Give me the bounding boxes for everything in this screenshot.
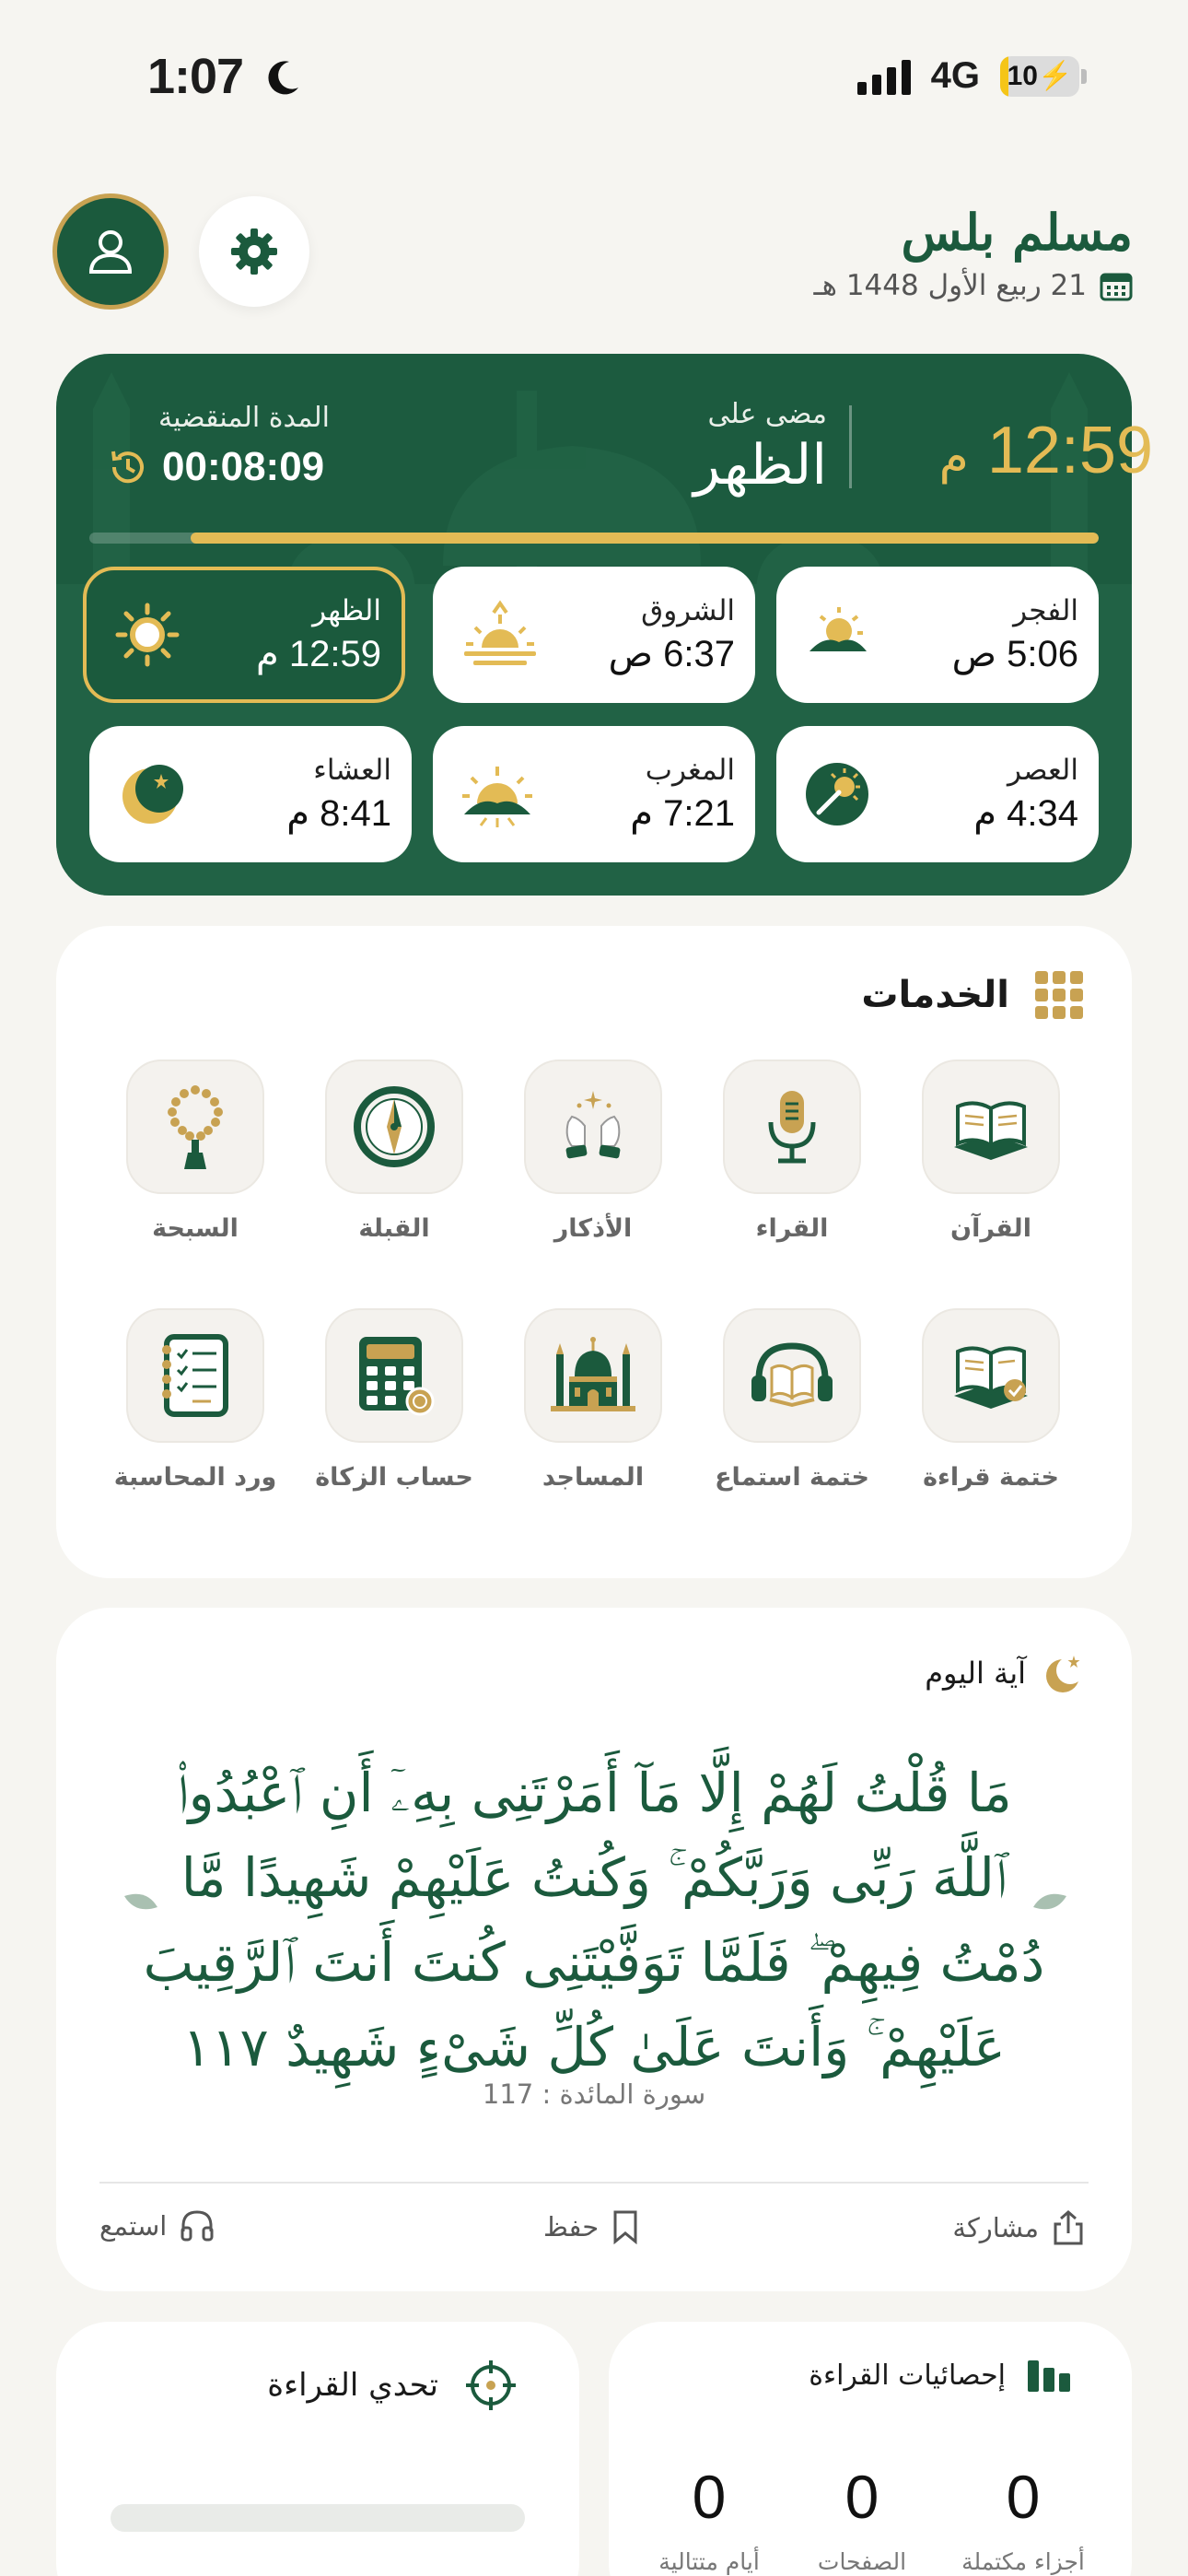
elapsed-timer (107, 444, 324, 490)
service-listening-khatma[interactable] (705, 1308, 879, 1492)
services-title: الخدمات (861, 974, 1009, 1016)
prayer-time: 4:34 م (973, 793, 1078, 834)
prayer-time: 12:59 م (256, 634, 381, 674)
service-label: القرآن (950, 1214, 1031, 1243)
settings-button[interactable] (199, 196, 309, 307)
prayer-name: العشاء (313, 754, 391, 787)
service-label: القبلة (358, 1214, 430, 1243)
profile-button[interactable] (52, 193, 169, 310)
quran-icon (945, 1090, 1037, 1164)
service-reciters[interactable] (705, 1060, 879, 1243)
headphones-icon (180, 2209, 215, 2242)
headphones-book-icon (746, 1337, 838, 1414)
crescent-star-icon (1042, 1652, 1085, 1694)
service-label: المساجد (542, 1463, 645, 1492)
prayer-name: المغرب (645, 754, 735, 787)
prayer-progress-fill (191, 533, 1099, 544)
praying-hands-icon (552, 1085, 635, 1168)
prayer-name: الشروق (641, 594, 735, 627)
network-type: 4G (930, 55, 980, 96)
moon-icon (115, 759, 185, 829)
moon-icon (262, 56, 304, 99)
prayer-time: 5:06 ص (951, 634, 1078, 674)
battery-icon (1000, 56, 1087, 97)
service-mosques[interactable] (506, 1308, 681, 1492)
service-label: ختمة استماع (715, 1463, 869, 1492)
elapsed-value: 00:08:09 (162, 444, 325, 489)
service-label: السبحة (152, 1214, 239, 1243)
service-zakat-calculator[interactable] (307, 1308, 482, 1492)
stat-value: 0 (692, 2463, 727, 2531)
listen-button[interactable] (99, 2209, 215, 2242)
history-clock-icon (107, 446, 149, 488)
since-label: مضى على (707, 398, 827, 430)
user-icon (83, 224, 138, 279)
verse-text: مَا قُلْتُ لَهُمْ إِلَّا مَآ أَمَرْتَنِى بِهِۦٓ أَنِ ٱعْبُدُوا۟ ٱللَّهَ رَبِّى وَرَبَّكُمْ ۚ وَكُنتُ عَلَيْهِمْ شَهِيدًا مَّا دُمْتُ فِيهِمْ ۖ فَلَمَّا تَوَفَّيْتَنِى كُنتَ أَنتَ ٱلرَّقِيبَ عَلَيْهِمْ ۚ وَأَنتَ عَلَىٰ كُلِّ شَىْءٍ شَهِيدٌ ١١٧ (143, 1762, 1045, 2078)
prayer-progress-bar (89, 533, 1099, 544)
prayer-tile-asr[interactable] (776, 726, 1099, 862)
share-label: مشاركة (952, 2212, 1039, 2243)
reading-stats-title: إحصائيات القراءة (809, 2359, 1006, 2392)
current-time (939, 413, 1153, 488)
listen-label: استمع (99, 2210, 168, 2242)
share-button[interactable] (952, 2209, 1085, 2246)
stat-value: 0 (844, 2463, 879, 2531)
stat-value: 0 (1006, 2463, 1041, 2531)
stat-completed-parts (931, 2462, 1115, 2575)
stat-label: الصفحات (817, 2548, 907, 2575)
calendar-icon (1100, 270, 1133, 301)
user-name: مسلم بلس (901, 203, 1133, 262)
prayer-tile-fajr[interactable] (776, 567, 1099, 703)
save-label: حفظ (543, 2211, 600, 2242)
save-button[interactable] (543, 2209, 639, 2244)
since-prayer: الظهر (693, 433, 827, 498)
fajr-icon (802, 600, 872, 670)
asr-icon (802, 759, 872, 829)
prayer-tile-isha[interactable] (89, 726, 412, 862)
reading-challenge-header (267, 2359, 518, 2412)
cellular-signal-icon (857, 58, 911, 95)
reading-challenge-title: تحدي القراءة (267, 2367, 438, 2404)
sunset-icon (459, 759, 536, 829)
prayer-name: العصر (1007, 754, 1078, 787)
stat-label: أيام متتالية (658, 2548, 760, 2575)
services-header (861, 969, 1085, 1021)
sunrise-icon (459, 600, 542, 670)
hijri-date (814, 269, 1133, 302)
share-icon (1052, 2209, 1085, 2246)
service-label: الأذكار (553, 1214, 633, 1243)
service-adhkar[interactable] (506, 1060, 681, 1243)
verse-title: آية اليوم (925, 1656, 1026, 1691)
divider (99, 2182, 1089, 2184)
gear-icon (227, 224, 282, 279)
target-icon (464, 2359, 518, 2412)
service-label: ورد المحاسبة (113, 1463, 277, 1492)
calculator-icon (350, 1331, 438, 1420)
service-label: ختمة قراءة (923, 1463, 1059, 1492)
prayer-time: 8:41 م (286, 793, 391, 834)
service-label: القراء (755, 1214, 829, 1243)
status-time-text: 1:07 (147, 49, 244, 104)
grid-icon (1033, 969, 1085, 1021)
service-qibla[interactable] (307, 1060, 482, 1243)
prayer-time: 6:37 ص (608, 634, 735, 674)
stat-streak-days (617, 2462, 801, 2575)
verse-header (925, 1652, 1085, 1694)
verse-reference: سورة المائدة : 117 (482, 2078, 706, 2110)
status-time (147, 48, 304, 105)
current-time-value: 12:59 (986, 414, 1153, 487)
prayer-time: 7:21 م (630, 793, 735, 834)
prayer-tile-shuruq[interactable] (433, 567, 755, 703)
reading-challenge-progress-bar (111, 2504, 525, 2532)
prayer-beads-icon (158, 1081, 232, 1173)
current-time-unit: م (938, 430, 969, 484)
compass-icon (350, 1083, 438, 1171)
reading-stats-header (809, 2357, 1072, 2394)
stat-label: أجزاء مكتملة (961, 2548, 1085, 2575)
prayer-name: الظهر (312, 594, 381, 627)
service-tasbih[interactable] (108, 1060, 283, 1243)
service-reading-khatma[interactable] (903, 1308, 1078, 1492)
dhuhr-sun-icon (112, 600, 182, 670)
service-label: حساب الزكاة (315, 1463, 473, 1492)
status-indicators (857, 55, 1087, 97)
battery-level: 10⚡ (1007, 61, 1073, 91)
prayer-tile-maghrib[interactable] (433, 726, 755, 862)
mosque-icon (547, 1334, 639, 1417)
prayer-tile-dhuhr[interactable] (83, 567, 405, 703)
microphone-icon (760, 1085, 824, 1168)
service-muhasaba[interactable] (108, 1308, 283, 1492)
bookmark-icon (611, 2209, 639, 2244)
checklist-icon (156, 1331, 235, 1420)
hijri-date-text: 21 ربيع الأول 1448 هـ (813, 269, 1087, 302)
prayer-name: الفجر (1013, 594, 1078, 627)
bar-chart-icon (1026, 2357, 1072, 2394)
service-quran[interactable] (903, 1060, 1078, 1243)
elapsed-label: المدة المنقضية (158, 402, 331, 434)
divider (849, 405, 852, 488)
quran-check-icon (945, 1337, 1037, 1414)
